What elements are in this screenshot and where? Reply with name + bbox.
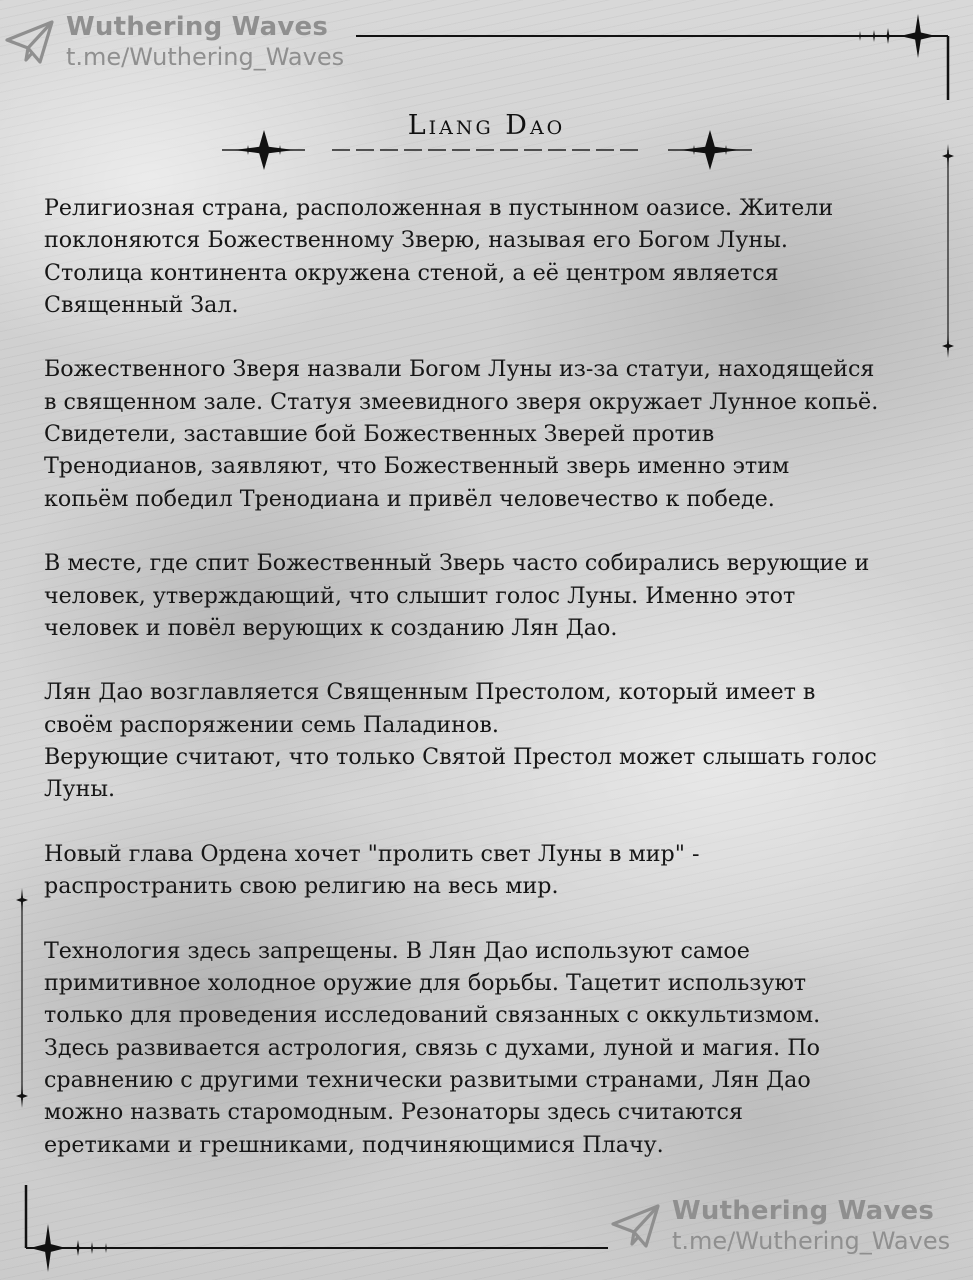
text-line: можно назвать старомодным. Резонаторы здесь считаются [44, 1099, 743, 1126]
text-line: только для проведения исследований связанных с оккультизмом. [44, 1002, 821, 1029]
text-line: сравнению с другими технически развитыми странами, Лян Дао [44, 1067, 811, 1094]
text-line: в священном зале. Статуя змеевидного зверя окружает Лунное копьё. [44, 388, 879, 415]
left-rail [16, 888, 28, 1108]
text-line: Священный Зал. [44, 291, 239, 318]
text-line: Лян Дао возглавляется Священным Престолом, который имеет в [44, 679, 816, 706]
text-line: Божественного Зверя назвали Богом Луны из-за статуи, находящейся [44, 356, 875, 383]
paragraph [44, 676, 939, 805]
paragraph [44, 935, 939, 1161]
paragraph [44, 192, 939, 321]
text-line: своём распоряжении семь Паладинов. [44, 711, 499, 738]
text-line: копьём победил Тренодиана и привёл человечество к победе. [44, 485, 775, 512]
watermark-name: Wuthering Waves [672, 1196, 935, 1226]
text-line: человек и повёл верующих к созданию Лян Дао. [44, 614, 618, 641]
watermark-handle: t.me/Wuthering_Waves [66, 43, 345, 71]
article-body [44, 192, 939, 1193]
watermark-handle: t.me/Wuthering_Waves [672, 1227, 951, 1255]
text-line: еретиками и грешниками, подчиняющимися Плачу. [44, 1131, 664, 1158]
watermark-bottom [608, 1196, 950, 1256]
text-line: Религиозная страна, расположенная в пустынном оазисе. Жители [44, 195, 834, 221]
text-line: Здесь развивается астрология, связь с духами, луной и магия. По [44, 1034, 820, 1061]
watermark-name: Wuthering Waves [66, 12, 329, 42]
paragraph [44, 353, 939, 514]
text-line: Тренодианов, заявляют, что Божественный зверь именно этим [44, 453, 790, 480]
text-line: Новый глава Ордена хочет "пролить свет Луны в мир" - [44, 840, 700, 867]
right-rail [942, 144, 954, 358]
watermark-top [2, 12, 344, 72]
text-line: распространить свою религию на весь мир. [44, 873, 559, 900]
text-line: Технология здесь запрещены. В Лян Дао используют самое [44, 937, 750, 964]
text-line: Столица континента окружена стеной, а её центром является [44, 259, 779, 286]
text-line: В месте, где спит Божественный Зверь часто собирались верующие и [44, 550, 870, 577]
bottom-sparkles [30, 1224, 110, 1272]
text-line: примитивное холодное оружие для борьбы. Тацетит используют [44, 970, 807, 997]
text-line: Свидетели, заставшие бой Божественных Зверей против [44, 421, 715, 448]
paper-plane-icon [608, 1198, 664, 1254]
text-line: поклоняются Божественному Зверю, называя его Богом Луны. [44, 227, 788, 254]
text-line: человек, утверждающий, что слышит голос Луны. Именно этот [44, 582, 796, 609]
text-line: Верующие считают, что только Святой Престол может слышать голос [44, 744, 877, 771]
paragraph [44, 838, 939, 903]
text-line: Луны. [44, 776, 116, 803]
top-sparkles [856, 14, 936, 58]
paper-plane-icon [2, 14, 58, 70]
paragraph [44, 547, 939, 644]
page-title: Liang Dao [407, 110, 566, 141]
